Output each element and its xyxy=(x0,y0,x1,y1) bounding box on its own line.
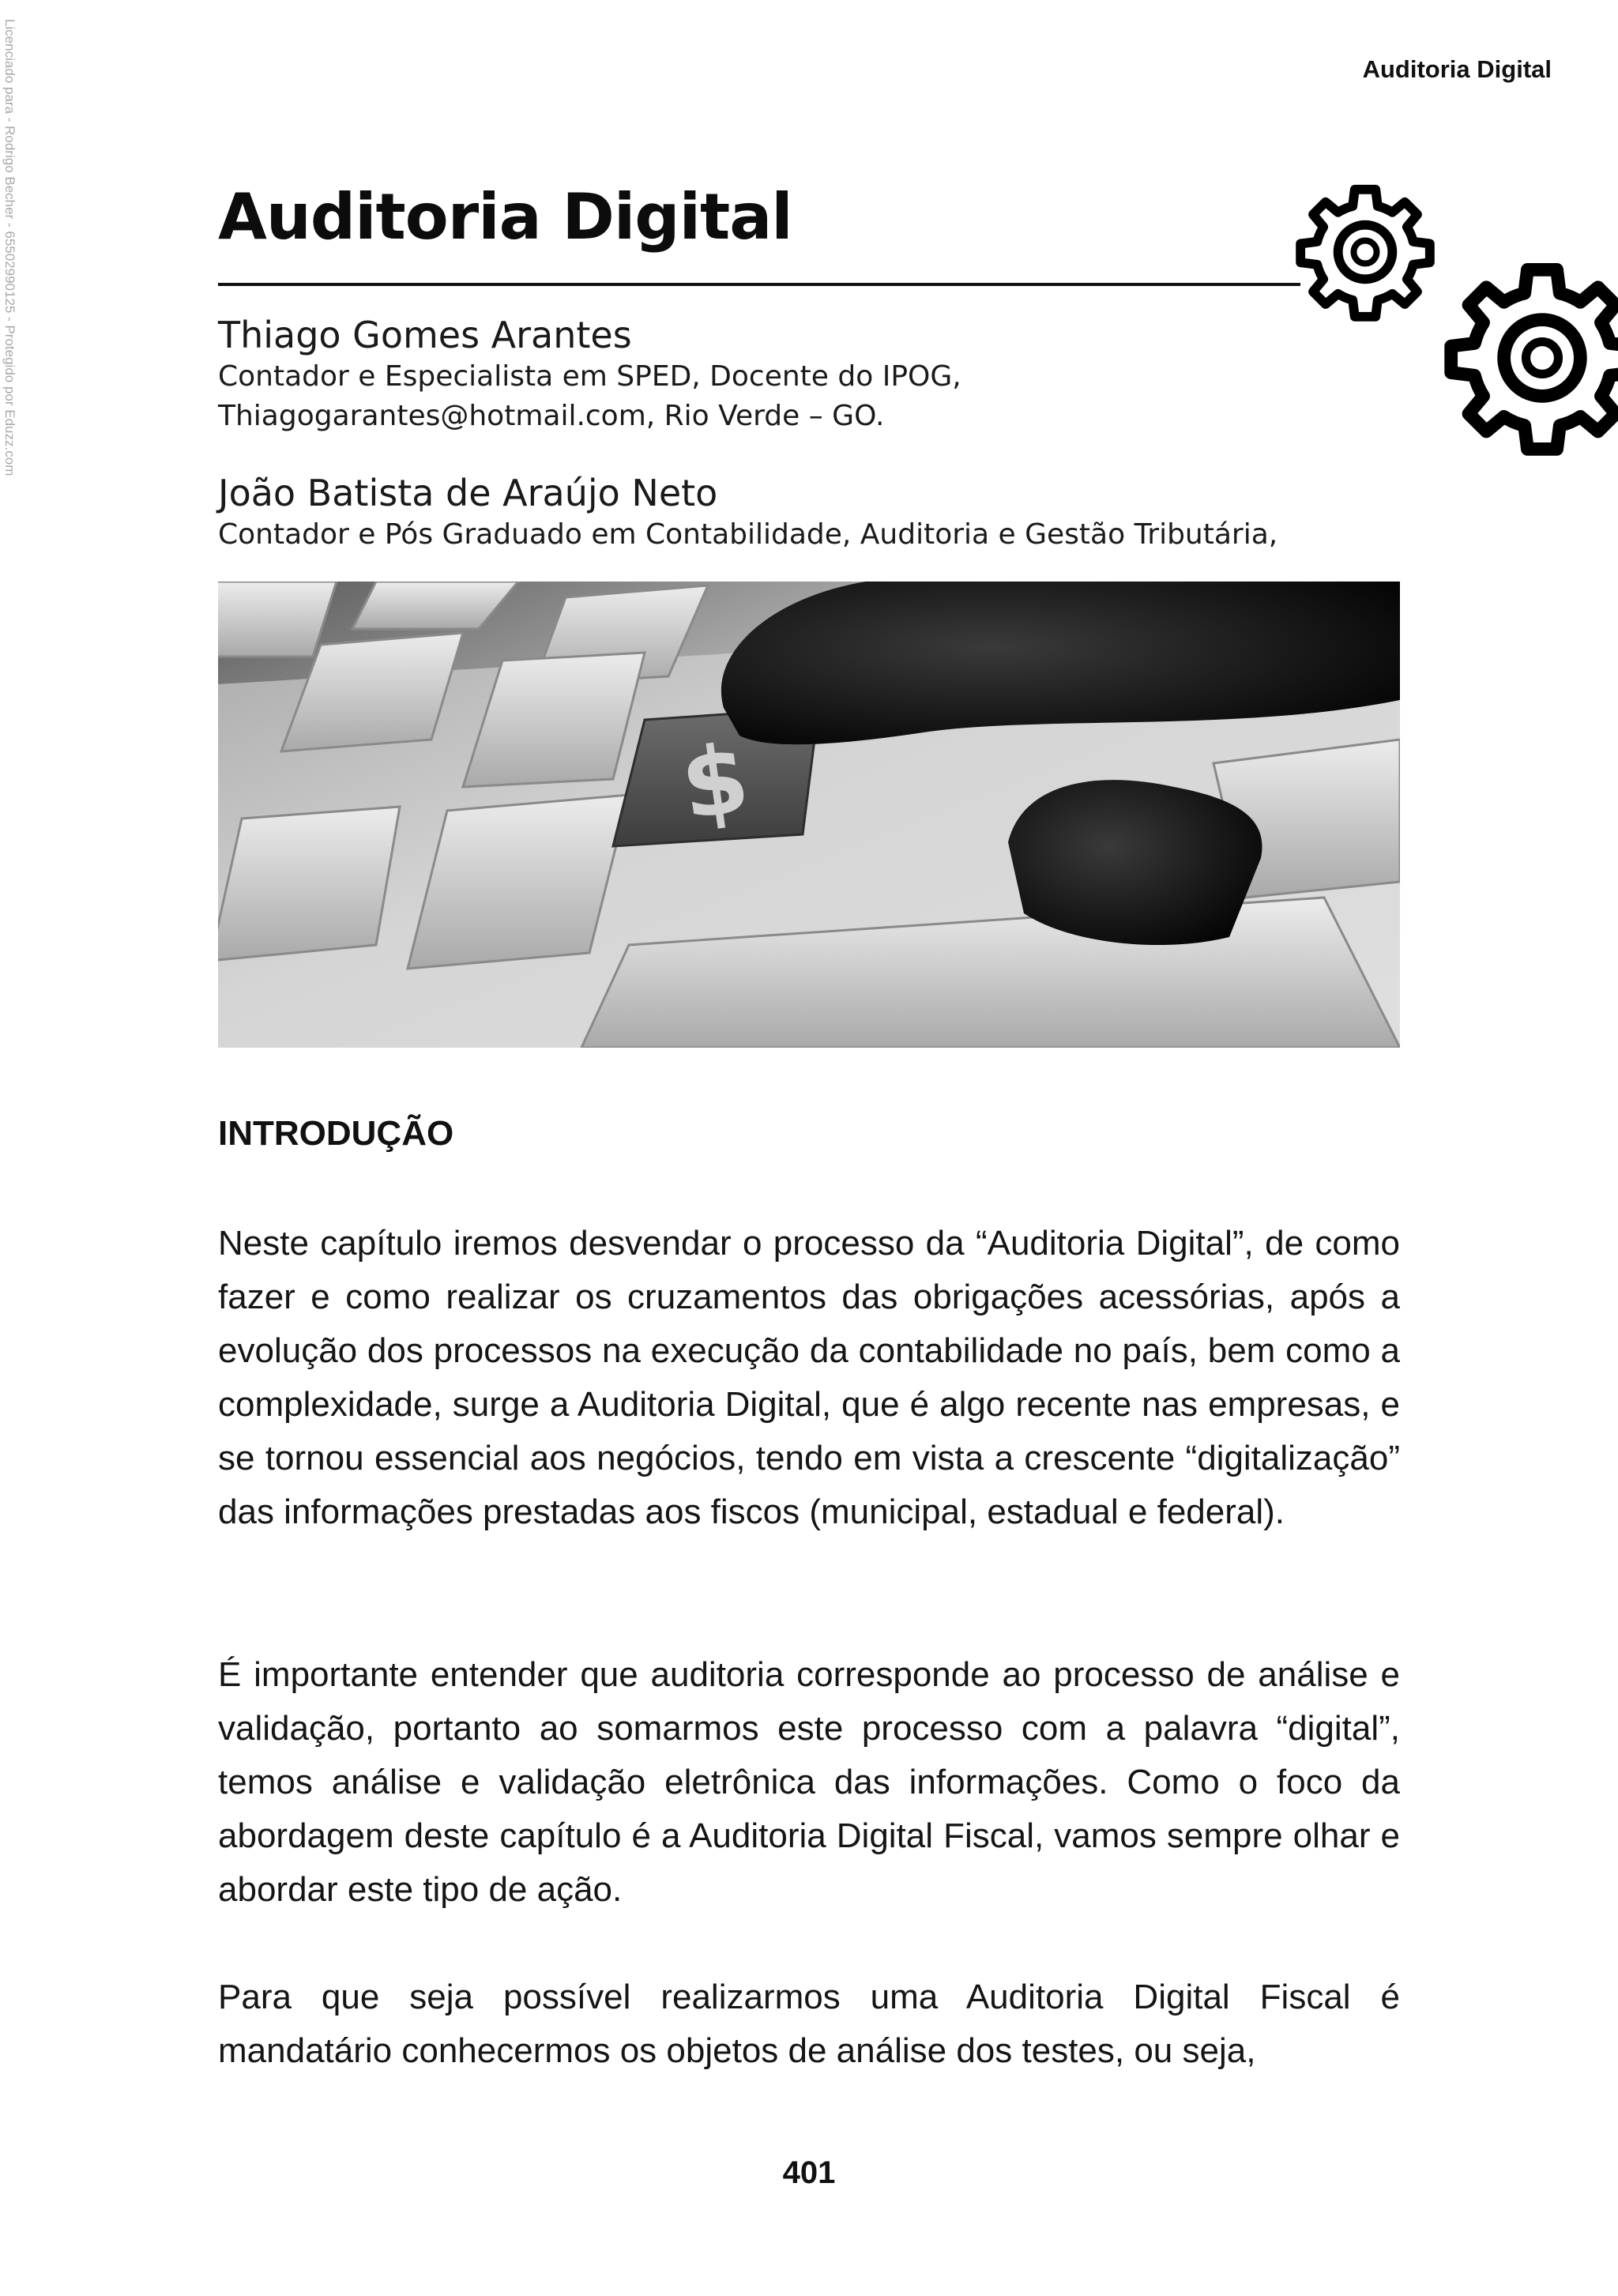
gear-icon xyxy=(1300,190,1430,317)
author-credentials: Contador e Especialista em SPED, Docente do IPOG, xyxy=(218,360,961,393)
author-name: Thiago Gomes Arantes xyxy=(218,314,632,356)
body-paragraph: Neste capítulo iremos desvendar o processo da “Auditoria Digital”, de como fazer e como realizar os cruzamentos das obrigações acessórias, após a evolução dos processos na execução da contabilidade no país, bem como a complexidade, surge a Auditoria Digital, que é algo recente nas empresas, e se tornou essencial aos negócios, tendo em vista a crescente “digitalização” das informações prestadas aos fiscos (municipal, estadual e federal). xyxy=(218,1224,1400,1531)
keyboard-photo xyxy=(218,582,1400,1048)
section-heading: INTRODUÇÃO xyxy=(218,1114,454,1153)
gear-icon xyxy=(1451,269,1618,449)
body-paragraph: Para que seja possível realizarmos uma Auditoria Digital Fiscal é mandatário conhecermos os objetos de análise dos testes, ou seja, xyxy=(218,1978,1400,2070)
author-block-1 xyxy=(218,313,961,436)
chapter-title: Auditoria Digital xyxy=(218,180,792,254)
dollar-key-icon: $ xyxy=(675,723,756,842)
keyboard-illustration xyxy=(218,582,1400,1048)
author-name: João Batista de Araújo Neto xyxy=(218,472,718,514)
page-number: 401 xyxy=(782,2155,836,2190)
author-block-2 xyxy=(218,471,1277,555)
author-contact: Thiagogarantes@hotmail.com, Rio Verde – GO. xyxy=(218,400,885,432)
gears-graphic xyxy=(1296,178,1618,478)
watermark-text: Licenciado para - Rodrigo Becher - 65502990125 - Protegido por Eduzz.com xyxy=(2,19,17,476)
author-credentials: Contador e Pós Graduado em Contabilidade, Auditoria e Gestão Tributária, xyxy=(218,518,1278,551)
title-divider xyxy=(218,283,1300,286)
side-watermark xyxy=(2,19,19,572)
body-paragraph: É importante entender que auditoria corresponde ao processo de análise e validação, portanto ao somarmos este processo com a palavra “digital”, temos análise e validação eletrônica das informações. Como o foco da abordagem deste capítulo é a Auditoria Digital Fiscal, vamos sempre olhar e abordar este tipo de ação. xyxy=(218,1655,1400,1909)
running-header: Auditoria Digital xyxy=(1362,55,1552,83)
finger-shape xyxy=(1008,780,1262,945)
